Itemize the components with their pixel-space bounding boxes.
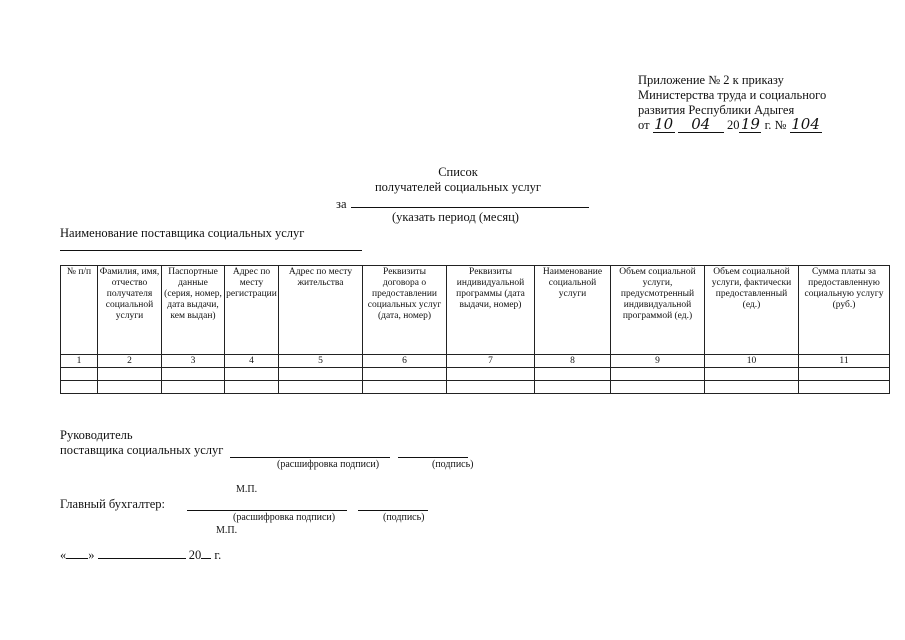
table-cell[interactable] [611, 381, 705, 394]
column-number: 1 [61, 355, 98, 368]
table-cell[interactable] [799, 368, 890, 381]
column-number: 7 [447, 355, 535, 368]
head-decode-line [230, 457, 390, 458]
table-cell[interactable] [799, 381, 890, 394]
table-cell[interactable] [535, 381, 611, 394]
provider-blank [60, 250, 362, 251]
table-header-cell: Фамилия, имя, отчество получателя социальной услуги [98, 266, 162, 355]
table-cell[interactable] [535, 368, 611, 381]
table-cell[interactable] [98, 368, 162, 381]
recipients-table [60, 265, 890, 394]
table-cell[interactable] [705, 381, 799, 394]
head-sign-label: (подпись) [432, 459, 474, 470]
period-prefix: за [336, 197, 347, 211]
appendix-line-1: Приложение № 2 к приказу [638, 73, 784, 87]
table-header-cell: Реквизиты договора о предоставлении социальных услуг (дата, номер) [363, 266, 447, 355]
accountant-sign-line [358, 510, 428, 511]
table-cell[interactable] [61, 381, 98, 394]
appendix-date-line [638, 115, 826, 133]
table-row [61, 381, 890, 394]
table-cell[interactable] [363, 368, 447, 381]
table-header-row [61, 266, 890, 355]
date-month-blank [98, 548, 186, 559]
table-header-cell: Объем социальной услуги, предусмотренный индивидуальной программой (ед.) [611, 266, 705, 355]
appendix-year-prefix: 20 [726, 118, 740, 132]
accountant-decode-line [187, 510, 347, 511]
appendix-day: 10 [654, 115, 674, 133]
table-cell[interactable] [162, 368, 225, 381]
appendix-number-mark: г. № [764, 118, 787, 132]
table-cell[interactable] [447, 381, 535, 394]
table-number-row [61, 355, 890, 368]
appendix-number: 104 [791, 115, 820, 133]
table-header-cell: Паспортные данные (серия, номер, дата выдачи, кем выдан) [162, 266, 225, 355]
date-year-suffix: г. [214, 548, 222, 562]
head-stamp: М.П. [236, 484, 258, 495]
column-number: 3 [162, 355, 225, 368]
title-line-2: получателей социальных услуг [374, 180, 542, 194]
column-number: 9 [611, 355, 705, 368]
date-line [60, 548, 221, 563]
table-cell[interactable] [225, 368, 279, 381]
title-line-1: Список [438, 165, 478, 179]
head-label-line-1: Руководитель [60, 428, 133, 442]
table-header-cell: Сумма платы за предоставленную социальную услугу (руб.) [799, 266, 890, 355]
date-day-blank [66, 548, 88, 559]
table-cell[interactable] [279, 368, 363, 381]
date-year-prefix: 20 [188, 548, 202, 562]
column-number: 8 [535, 355, 611, 368]
table-cell[interactable] [98, 381, 162, 394]
date-close-quote: » [88, 548, 95, 562]
table-cell[interactable] [447, 368, 535, 381]
table-header-cell: Реквизиты индивидуальной программы (дата выдачи, номер) [447, 266, 535, 355]
table-cell[interactable] [225, 381, 279, 394]
appendix-month: 04 [678, 118, 724, 133]
appendix-year-suffix: 19 [740, 115, 760, 133]
provider-label: Наименование поставщика социальных услуг [60, 226, 305, 240]
accountant-label: Главный бухгалтер: [60, 497, 166, 511]
table-cell[interactable] [279, 381, 363, 394]
table-cell[interactable] [363, 381, 447, 394]
table-header-cell: Объем социальной услуги, фактически предоставленный (ед.) [705, 266, 799, 355]
head-label-line-2: поставщика социальных услуг [60, 443, 224, 457]
head-sign-line [398, 457, 468, 458]
table-cell[interactable] [162, 381, 225, 394]
accountant-stamp: М.П. [216, 525, 238, 536]
appendix-date-prefix: от [638, 118, 650, 132]
table-header-cell: № п/п [61, 266, 98, 355]
table-cell[interactable] [705, 368, 799, 381]
table-cell[interactable] [611, 368, 705, 381]
table-row [61, 368, 890, 381]
table-header-cell: Адрес по месту регистрации [225, 266, 279, 355]
appendix-line-2: Министерства труда и социального [638, 88, 827, 102]
column-number: 2 [98, 355, 162, 368]
period-blank [351, 196, 589, 208]
accountant-decode-label: (расшифровка подписи) [233, 512, 336, 523]
appendix-line-3: развития Республики Адыгея [638, 103, 795, 117]
table-cell[interactable] [61, 368, 98, 381]
period-hint: (указать период (месяц) [392, 210, 519, 224]
table-header-cell: Адрес по месту жительства [279, 266, 363, 355]
column-number: 10 [705, 355, 799, 368]
column-number: 5 [279, 355, 363, 368]
column-number: 4 [225, 355, 279, 368]
date-open-quote: « [60, 548, 67, 562]
table-header-cell: Наименование социальной услуги [535, 266, 611, 355]
accountant-sign-label: (подпись) [383, 512, 425, 523]
date-year-blank [201, 548, 211, 559]
appendix-header [638, 73, 826, 133]
column-number: 11 [799, 355, 890, 368]
column-number: 6 [363, 355, 447, 368]
head-decode-label: (расшифровка подписи) [277, 459, 380, 470]
